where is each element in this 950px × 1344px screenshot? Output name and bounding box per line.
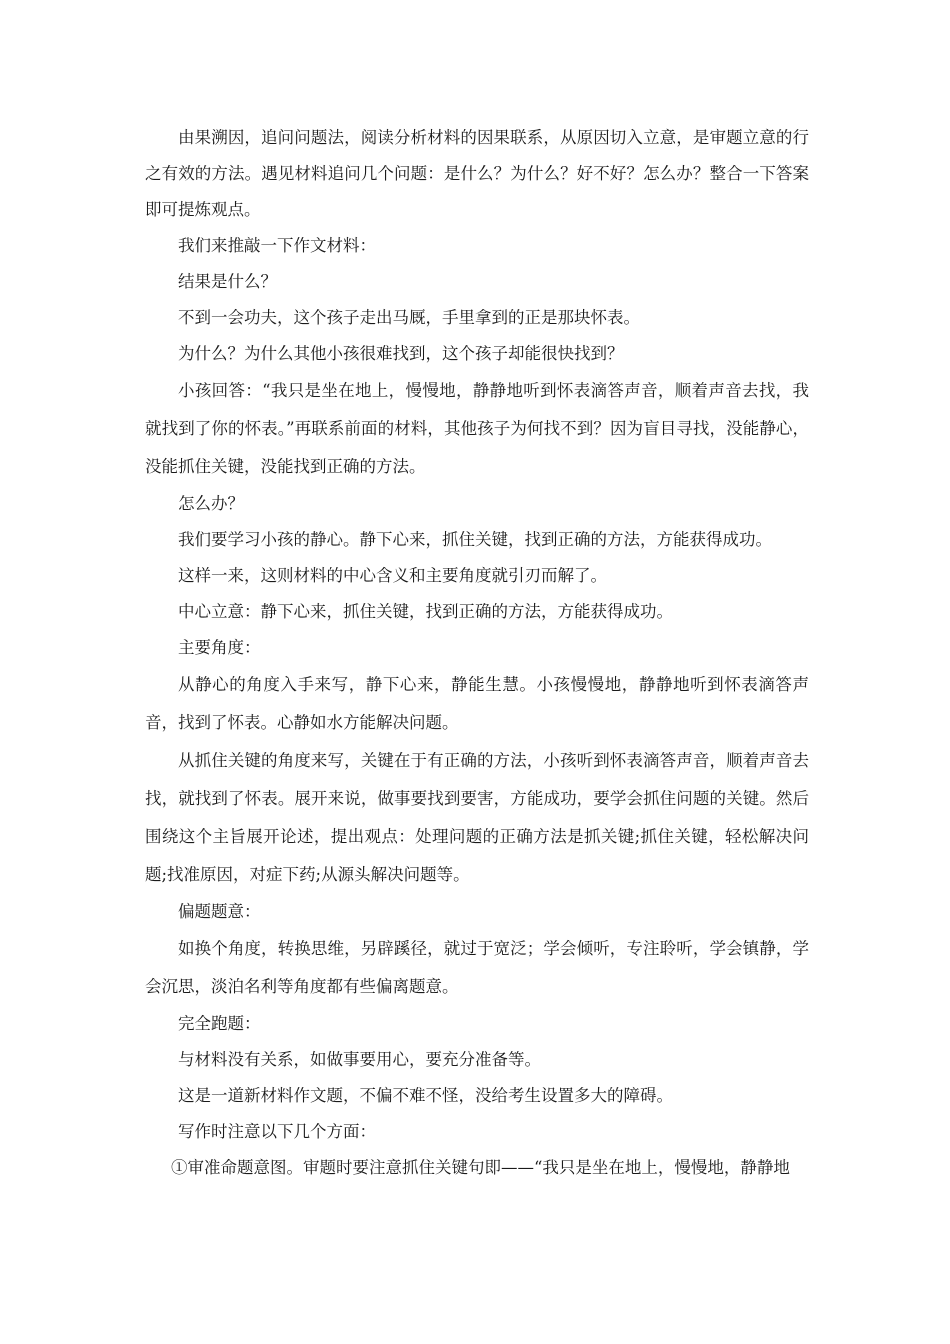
paragraph-method-intro: 由果溯因，追问问题法，阅读分析材料的因果联系，从原因切入立意，是审题立意的行之有效的方法。遇见材料追问几个问题：是什么？为什么？好不好？怎么办？整合一下答案即可提炼观点。	[145, 128, 809, 219]
paragraph-off-topic-heading: 偏题题意：	[178, 902, 261, 921]
paragraph-question-why: 为什么？为什么其他小孩很难找到，这个孩子却能很快找到？	[178, 344, 624, 363]
paragraph-angle-calm: 从静心的角度入手来写，静下心来，静能生慧。小孩慢慢地，静静地听到怀表滴答声音，找到了怀表。心静如水方能解决问题。	[145, 675, 809, 732]
document-body	[145, 120, 809, 1186]
paragraph-fully-off-examples: 与材料没有关系，如做事要用心，要充分准备等。	[178, 1050, 541, 1069]
paragraph-conclusion: 这样一来，这则材料的中心含义和主要角度就引刃而解了。	[178, 566, 607, 585]
paragraph-angle-key: 从抓住关键的角度来写，关键在于有正确的方法，小孩听到怀表滴答声音，顺着声音去找，就找到了怀表。展开来说，做事要找到要害，方能成功，要学会抓住问题的关键。然后围绕这个主旨展开论述，提出观点：处理问题的正确方法是抓关键;抓住关键，轻松解决问题;找准原因，对症下药;从源头解决问题等。	[145, 751, 809, 884]
paragraph-fully-off-heading: 完全跑题：	[178, 1014, 261, 1033]
paragraph-question-how: 怎么办？	[178, 494, 244, 513]
paragraph-child-answer: 小孩回答：“我只是坐在地上，慢慢地，静静地听到怀表滴答声音，顺着声音去找，我就找到了你的怀表。”再联系前面的材料，其他孩子为何找不到？因为盲目寻找，没能静心，没能抓住关键，没能找到正确的方法。	[145, 381, 809, 476]
paragraph-result-answer: 不到一会功夫，这个孩子走出马厩，手里拿到的正是那块怀表。	[178, 308, 640, 327]
paragraph-off-topic-examples: 如换个角度，转换思维，另辟蹊径，就过于宽泛；学会倾听，专注聆听，学会镇静，学会沉思，淡泊名利等角度都有些偏离题意。	[145, 939, 809, 996]
paragraph-central-idea: 中心立意：静下心来，抓住关键，找到正确的方法，方能获得成功。	[178, 602, 673, 621]
paragraph-question-result: 结果是什么？	[178, 272, 277, 291]
paragraph-new-material-note: 这是一道新材料作文题，不偏不难不怪，没给考生设置多大的障碍。	[178, 1086, 673, 1105]
paragraph-examine-material: 我们来推敲一下作文材料：	[178, 236, 376, 255]
paragraph-main-angles-heading: 主要角度：	[178, 638, 261, 657]
paragraph-learn-calm: 我们要学习小孩的静心。静下心来，抓住关键，找到正确的方法，方能获得成功。	[178, 530, 772, 549]
paragraph-writing-tips-heading: 写作时注意以下几个方面：	[178, 1122, 376, 1141]
paragraph-tip-one: ①审准命题意图。审题时要注意抓住关键句即——“我只是坐在地上，慢慢地，静静地	[171, 1158, 790, 1177]
